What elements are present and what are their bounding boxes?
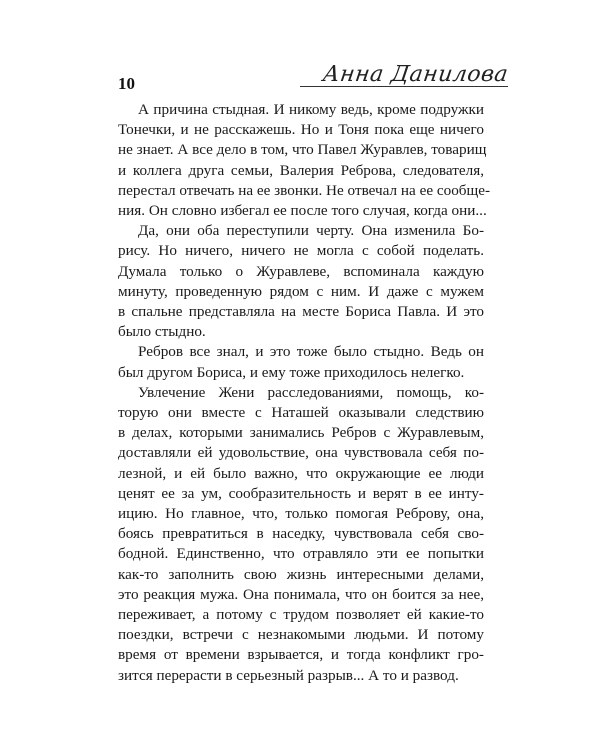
text-line: перестал отвечать на ее звонки. Не отвечал на ее сообще- (118, 181, 491, 199)
text-line: ценят ее за ум, сообразительность и верят в ее инту- (118, 484, 484, 502)
text-line: Увлечение Жени расследованиями, помощь, ко- (138, 383, 484, 401)
paragraph (118, 221, 484, 342)
text-line: это реакция мужа. Она понимала, что он боится за нее, (118, 585, 484, 603)
text-line: Ребров все знал, и это тоже было стыдно. Ведь он (138, 343, 484, 361)
text-line: было стыдно. (118, 323, 206, 341)
paragraph (118, 100, 491, 221)
text-line: лезной, и ей было важно, что окружающие ее люди (118, 464, 484, 482)
text-line: поездки, встречи с незнакомыми людьми. И потому (118, 626, 484, 644)
text-line: торую они вместе с Наташей оказывали следствию (118, 404, 484, 422)
text-line: переживает, а потому с трудом позволяет ей какие-то (118, 606, 484, 624)
text-line: не знает. А все дело в том, что Павел Журавлев, товарищ (118, 141, 487, 159)
text-line: был другом Бориса, и ему тоже приходилось нелегко. (118, 363, 465, 381)
paragraph (118, 342, 484, 382)
text-line: А причина стыдная. И никому ведь, кроме подружки (138, 101, 484, 118)
text-line: как-то заполнить свою жизнь интересными делами, (118, 565, 484, 583)
text-line: в делах, которыми занимались Ребров с Журавлевым, (118, 424, 484, 442)
paragraph (118, 383, 484, 686)
text-line: ния. Он словно избегал ее после того случая, когда они... (118, 202, 487, 220)
text-line: и коллега друга семьи, Валерия Реброва, следователя, (118, 161, 484, 179)
text-line: доставляли ей удовольствие, она чувствовала себя по- (118, 444, 484, 462)
text-line: время от времени взрывается, и тогда конфликт гро- (118, 646, 484, 664)
text-line: Тонечки, и не расскажешь. Но и Тоня пока еще ничего (118, 121, 484, 139)
text-line: минуту, проведенную рядом с ним. И даже с мужем (118, 282, 484, 300)
author-signature: Анна Данилова (321, 62, 510, 87)
text-line: зится перерасти в серьезный разрыв... А то и развод. (118, 666, 459, 684)
text-line: ицию. Но главное, что, только помогая Реброву, она, (118, 505, 484, 523)
header-rule (300, 86, 508, 87)
text-line: рису. Но ничего, ничего не могла с собой поделать. (118, 242, 484, 260)
text-line: Да, они оба переступили черту. Она изменила Бо- (138, 222, 484, 240)
text-line: бодной. Единственно, что отравляло эти ее попытки (118, 545, 484, 563)
text-line: в спальне представляла на месте Бориса Павла. И это (118, 303, 484, 321)
page-number: 10 (118, 74, 135, 93)
body-text (118, 100, 491, 686)
text-line: боясь превратиться в наседку, чувствовала себя сво- (118, 525, 484, 543)
text-line: Думала только о Журавлеве, вспоминала каждую (118, 262, 484, 280)
